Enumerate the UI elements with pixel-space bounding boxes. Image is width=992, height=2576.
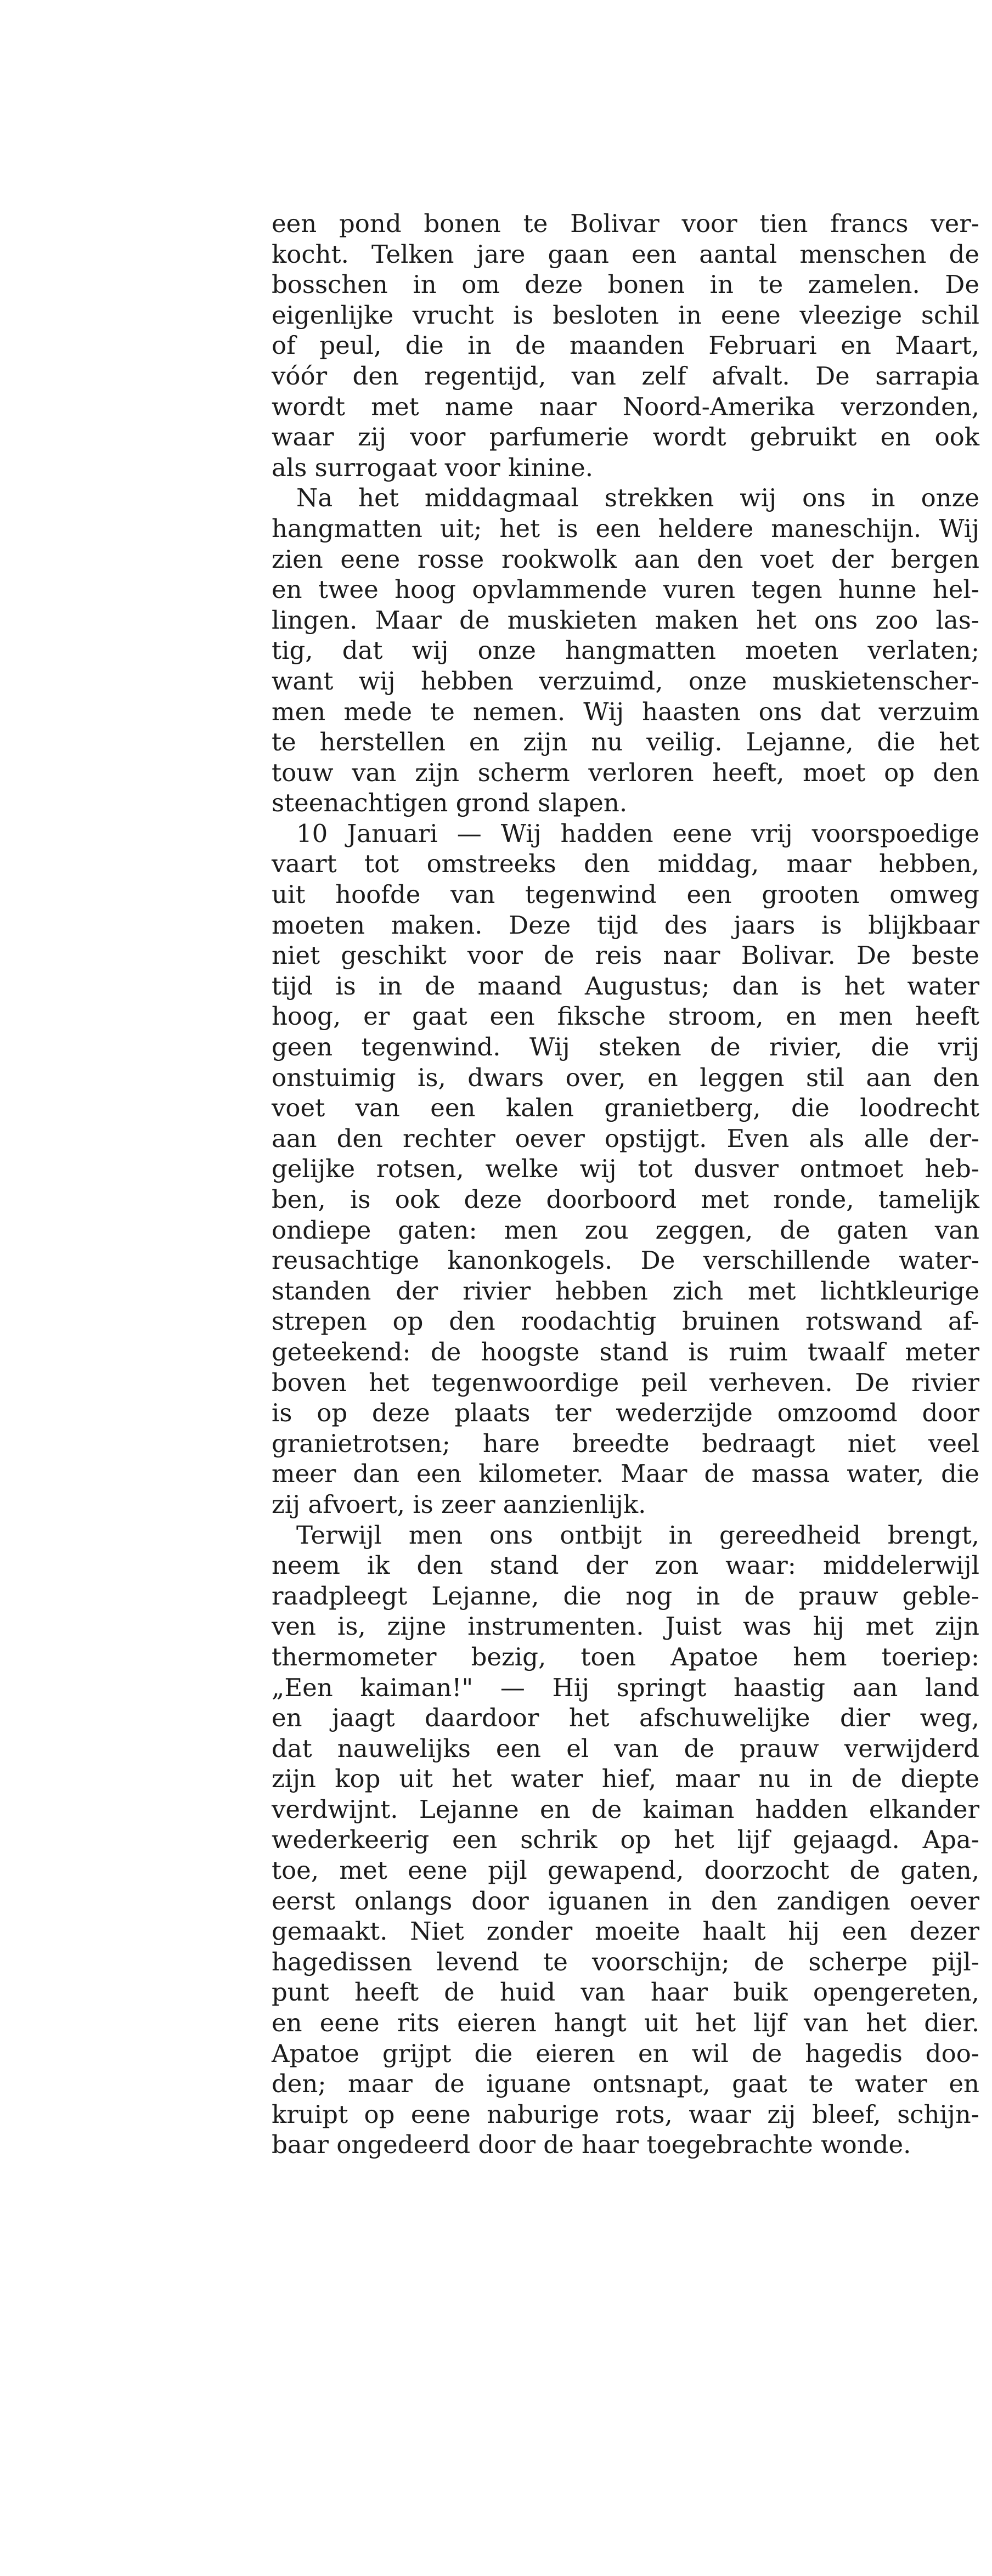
text-line: zijn kop uit het water hief, maar nu in de diepte (272, 1764, 979, 1794)
text-line: Terwijl men ons ontbijt in gereedheid brengt, (296, 1520, 979, 1550)
text-line: als surrogaat voor kinine. (272, 453, 594, 482)
text-line: een pond bonen te Bolivar voor tien francs ver- (272, 209, 979, 238)
text-line: baar ongedeerd door de haar toegebrachte wonde. (272, 2130, 911, 2160)
paragraph (272, 1520, 979, 2160)
text-line: onstuimig is, dwars over, en leggen stil aan den (272, 1063, 979, 1092)
text-line: toe, met eene pijl gewapend, doorzocht de gaten, (272, 1856, 979, 1885)
text-line: vaart tot omstreeks den middag, maar hebben, (272, 849, 979, 879)
text-line: uit hoofde van tegenwind een grooten omweg (272, 880, 979, 909)
text-line: is op deze plaats ter wederzijde omzoomd door (272, 1398, 979, 1428)
text-line: lingen. Maar de muskieten maken het ons zoo las- (272, 605, 979, 635)
text-line: vóór den regentijd, van zelf afvalt. De sarrapia (272, 361, 979, 391)
text-line: dat nauwelijks een el van de prauw verwijderd (272, 1733, 979, 1763)
text-line: raadpleegt Lejanne, die nog in de prauw geble- (272, 1581, 979, 1611)
text-line: zien eene rosse rookwolk aan den voet der bergen (272, 544, 979, 574)
text-line: hagedissen levend te voorschijn; de scherpe pijl- (272, 1947, 979, 1976)
text-line: tig, dat wij onze hangmatten moeten verlaten; (272, 636, 979, 665)
text-line: steenachtigen grond slapen. (272, 788, 628, 818)
body-text (272, 208, 979, 2160)
text-line: voet van een kalen granietberg, die loodrecht (272, 1093, 979, 1123)
text-line: Na het middagmaal strekken wij ons in onze (296, 483, 979, 513)
text-line: want wij hebben verzuimd, onze muskietenscher- (272, 666, 979, 696)
text-line: men mede te nemen. Wij haasten ons dat verzuim (272, 697, 979, 726)
text-line: gelijke rotsen, welke wij tot dusver ontmoet heb- (272, 1154, 979, 1184)
text-line: kocht. Telken jare gaan een aantal menschen de (272, 239, 979, 269)
text-line: reusachtige kanonkogels. De verschillende water- (272, 1246, 979, 1275)
text-line: gemaakt. Niet zonder moeite haalt hij een dezer (272, 1917, 979, 1946)
text-line: wederkeerig een schrik op het lijf gejaagd. Apa- (272, 1825, 979, 1855)
text-line: eerst onlangs door iguanen in den zandigen oever (272, 1886, 979, 1916)
text-line: kruipt op eene naburige rots, waar zij bleef, schijn- (272, 2099, 979, 2129)
text-line: bosschen in om deze bonen in te zamelen. De (272, 270, 979, 300)
text-line: ondiepe gaten: men zou zeggen, de gaten van (272, 1215, 979, 1245)
text-line: hoog, er gaat een fiksche stroom, en men heeft (272, 1002, 979, 1031)
text-line: den; maar de iguane ontsnapt, gaat te water en (272, 2069, 979, 2099)
text-line: niet geschikt voor de reis naar Bolivar. De beste (272, 941, 979, 970)
text-line: strepen op den roodachtig bruinen rotswand af- (272, 1307, 979, 1336)
text-line: of peul, die in de maanden Februari en Maart, (272, 331, 979, 360)
text-line: en eene rits eieren hangt uit het lijf van het dier. (272, 2008, 979, 2038)
text-line: touw van zijn scherm verloren heeft, moet op den (272, 758, 979, 787)
text-line: punt heeft de huid van haar buik opengereten, (272, 1978, 979, 2007)
text-line: waar zij voor parfumerie wordt gebruikt en ook (272, 422, 979, 452)
text-line: wordt met name naar Noord-Amerika verzonden, (272, 392, 979, 421)
text-line: Apatoe grijpt die eieren en wil de hagedis doo- (272, 2038, 979, 2068)
text-line: granietrotsen; hare breedte bedraagt niet veel (272, 1428, 979, 1458)
text-line: neem ik den stand der zon waar: middelerwijl (272, 1551, 979, 1580)
text-line: moeten maken. Deze tijd des jaars is blijkbaar (272, 910, 979, 940)
text-line: standen der rivier hebben zich met lichtkleurige (272, 1276, 979, 1306)
text-line: tijd is in de maand Augustus; dan is het water (272, 971, 979, 1001)
text-line: en twee hoog opvlammende vuren tegen hunne hel- (272, 575, 979, 605)
text-line: „Een kaiman!" — Hij springt haastig aan land (272, 1673, 979, 1702)
text-line: thermometer bezig, toen Apatoe hem toeriep: (272, 1642, 979, 1671)
text-line: meer dan een kilometer. Maar de massa water, die (272, 1459, 979, 1489)
paragraph (272, 208, 979, 483)
text-line: eigenlijke vrucht is besloten in eene vleezige schil (272, 300, 979, 330)
text-line: boven het tegenwoordige peil verheven. De rivier (272, 1368, 979, 1397)
paragraph (272, 818, 979, 1520)
text-line: geen tegenwind. Wij steken de rivier, die vrij (272, 1032, 979, 1062)
text-line: ven is, zijne instrumenten. Juist was hij met zijn (272, 1612, 979, 1641)
text-line: geteekend: de hoogste stand is ruim twaalf meter (272, 1337, 979, 1366)
text-line: en jaagt daardoor het afschuwelijke dier weg, (272, 1703, 979, 1733)
text-line: 10 Januari — Wij hadden eene vrij voorspoedige (296, 818, 979, 848)
text-line: aan den rechter oever opstijgt. Even als alle der- (272, 1123, 979, 1153)
text-line: ben, is ook deze doorboord met ronde, tamelijk (272, 1185, 979, 1214)
text-line: hangmatten uit; het is een heldere maneschijn. Wij (272, 513, 979, 543)
text-line: zij afvoert, is zeer aanzienlijk. (272, 1489, 646, 1519)
text-line: te herstellen en zijn nu veilig. Lejanne, die het (272, 727, 979, 757)
text-line: verdwijnt. Lejanne en de kaiman hadden elkander (272, 1794, 979, 1824)
paragraph (272, 483, 979, 818)
